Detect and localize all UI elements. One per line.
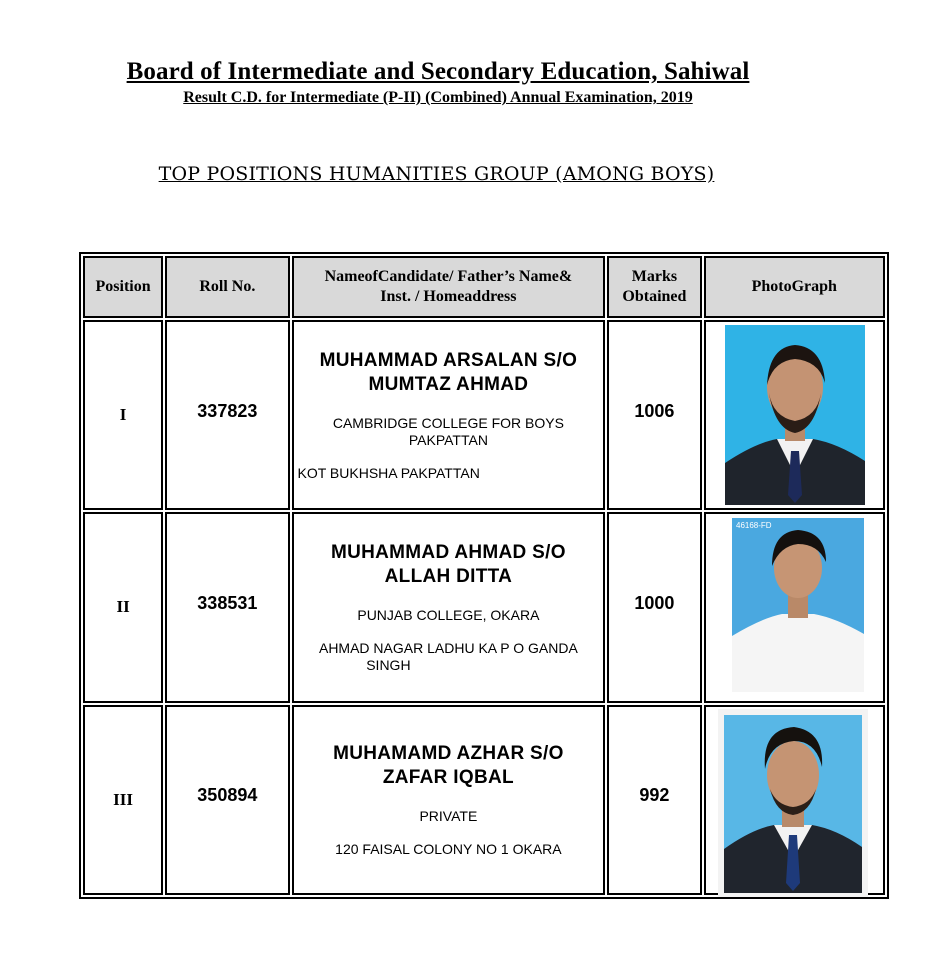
photo-label: 46168-FD — [735, 521, 772, 531]
candidate-photo — [725, 325, 865, 505]
position-cell — [83, 705, 163, 895]
col-header-roll: Roll No. — [165, 256, 289, 318]
col-header-position: Position — [83, 256, 163, 318]
candidate-photo — [718, 709, 868, 897]
candidate-name-line2: ALLAH DITTA — [384, 565, 513, 587]
roll-number: 350894 — [197, 785, 258, 806]
candidate-name — [298, 541, 600, 589]
marks-obtained: 1000 — [634, 592, 675, 613]
roll-number: 337823 — [197, 400, 258, 421]
address-line1: AHMAD NAGAR LADHU KA P O GANDA — [318, 639, 578, 656]
table-header-row — [83, 256, 885, 318]
col-header-name-line2: Inst. / Homeaddress — [380, 288, 517, 305]
marks-cell — [607, 705, 701, 895]
institution-line1: PUNJAB COLLEGE, OKARA — [357, 606, 540, 623]
institution-line2: PAKPATTAN — [408, 431, 488, 448]
marks-cell — [607, 512, 701, 702]
photo-cell — [704, 320, 885, 510]
section-heading: TOP POSITIONS HUMANITIES GROUP (AMONG BOYS) — [158, 163, 715, 185]
position-value: I — [119, 405, 127, 425]
photo-cell — [704, 512, 885, 702]
candidate-photo-image — [732, 518, 864, 692]
marks-obtained: 1006 — [634, 400, 675, 421]
candidate-address: 120 FAISAL COLONY NO 1 OKARA — [335, 840, 562, 857]
candidate-cell — [292, 320, 606, 510]
candidate-photo — [732, 518, 864, 692]
marks-obtained: 992 — [639, 785, 670, 806]
col-header-marks-line2: Obtained — [622, 288, 687, 305]
position-cell — [83, 320, 163, 510]
address-line2: SINGH — [366, 656, 411, 673]
results-table — [79, 252, 889, 899]
candidate-name-line1: MUHAMMAD ARSALAN S/O — [319, 349, 578, 371]
candidate-institution — [324, 607, 574, 624]
board-title: Board of Intermediate and Secondary Education, Sahiwal — [126, 58, 750, 85]
candidate-name — [298, 742, 600, 790]
candidate-cell — [292, 512, 606, 702]
candidate-name-line2: MUMTAZ AHMAD — [368, 373, 529, 395]
candidate-address: KOT BUKHSHA PAKPATTAN — [297, 464, 480, 481]
col-header-marks-line1: Marks — [631, 268, 678, 285]
candidate-name-line1: MUHAMAMD AZHAR S/O — [333, 742, 564, 764]
candidate-name-line2: ZAFAR IQBAL — [382, 766, 514, 788]
candidate-name — [298, 349, 600, 397]
roll-cell — [165, 705, 289, 895]
position-value: II — [116, 597, 130, 617]
position-value: III — [113, 789, 134, 809]
table-row — [83, 705, 885, 895]
candidate-address — [302, 640, 596, 674]
table-row — [83, 512, 885, 702]
position-cell — [83, 512, 163, 702]
candidate-institution — [324, 415, 574, 449]
col-header-marks — [607, 256, 701, 318]
institution-line1: PRIVATE — [419, 807, 478, 824]
roll-cell — [165, 320, 289, 510]
col-header-name-line1: NameofCandidate/ Father’s Name& — [324, 268, 573, 285]
table-row — [83, 320, 885, 510]
photo-cell — [704, 705, 885, 895]
marks-cell — [607, 320, 701, 510]
col-header-photo: PhotoGraph — [704, 256, 885, 318]
col-header-name — [292, 256, 606, 318]
result-subtitle: Result C.D. for Intermediate (P-II) (Combined) Annual Examination, 2019 — [183, 89, 693, 106]
institution-line1: CAMBRIDGE COLLEGE FOR BOYS — [332, 414, 564, 431]
candidate-institution — [324, 808, 574, 825]
candidate-cell — [292, 705, 606, 895]
candidate-photo-image — [718, 709, 868, 897]
candidate-photo-image — [725, 325, 865, 505]
roll-cell — [165, 512, 289, 702]
roll-number: 338531 — [197, 592, 258, 613]
candidate-name-line1: MUHAMMAD AHMAD S/O — [330, 541, 566, 563]
